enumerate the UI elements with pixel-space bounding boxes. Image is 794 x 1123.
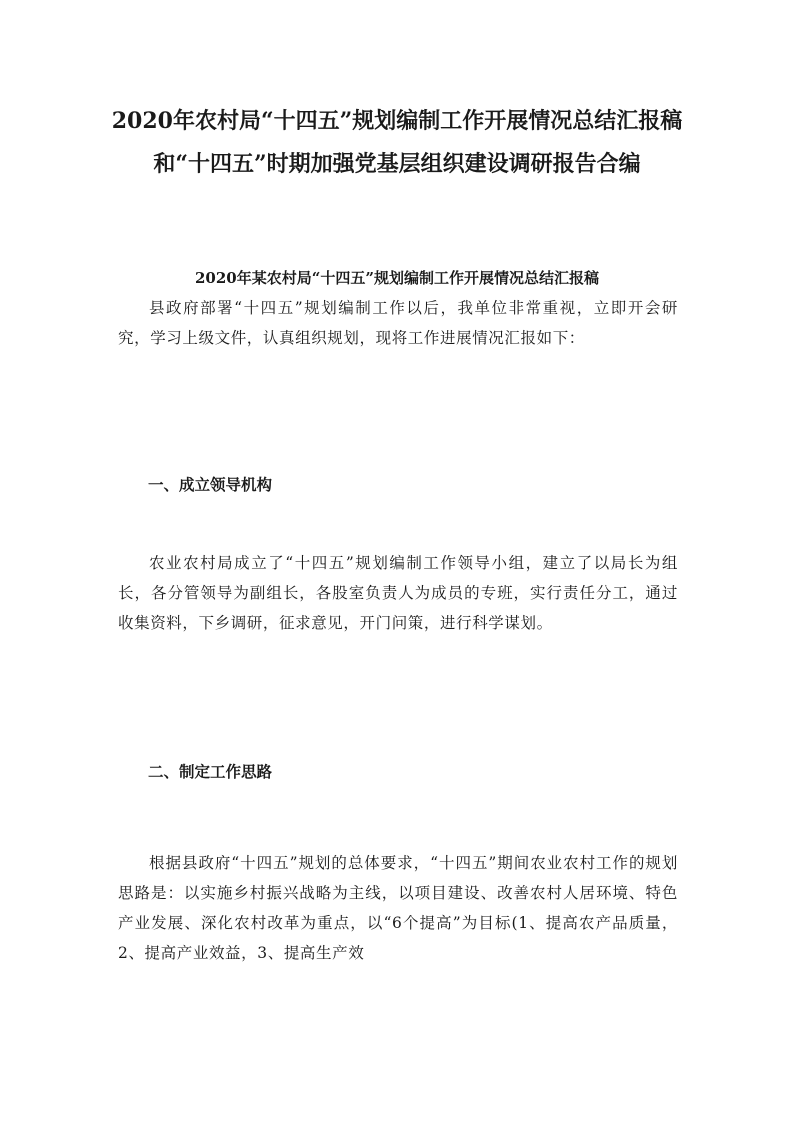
intro-paragraph: 县政府部署“十四五”规划编制工作以后，我单位非常重视，立即开会研究，学习上级文件，认真组织规划，现将工作进展情况汇报如下： (118, 299, 678, 347)
heading-work-plan: 二、制定工作思路 (148, 762, 273, 781)
document-title: 2020年农村局“十四五”规划编制工作开展情况总结汇报稿和“十四五”时期加强党基层组织建设调研报告合编 (111, 108, 683, 177)
work-plan-paragraph: 根据县政府“十四五”规划的总体要求，“十四五”期间农业农村工作的规划思路是：以实施乡村振兴战略为主线，以项目建设、改善农村人居环境、特色产业发展、深化农村改革为重点，以“6个提高”为目标(1、提高农产品质量，2、提高产业效益，3、提高生产效 (118, 854, 678, 962)
heading-leadership: 一、成立领导机构 (148, 475, 273, 494)
leadership-paragraph: 农业农村局成立了“十四五”规划编制工作领导小组，建立了以局长为组长，各分管领导为副组长，各股室负责人为成员的专班，实行责任分工，通过收集资料，下乡调研，征求意见，开门问策，进行科学谋划。 (118, 554, 678, 632)
section-subtitle: 2020年某农村局“十四五”规划编制工作开展情况总结汇报稿 (194, 269, 599, 287)
